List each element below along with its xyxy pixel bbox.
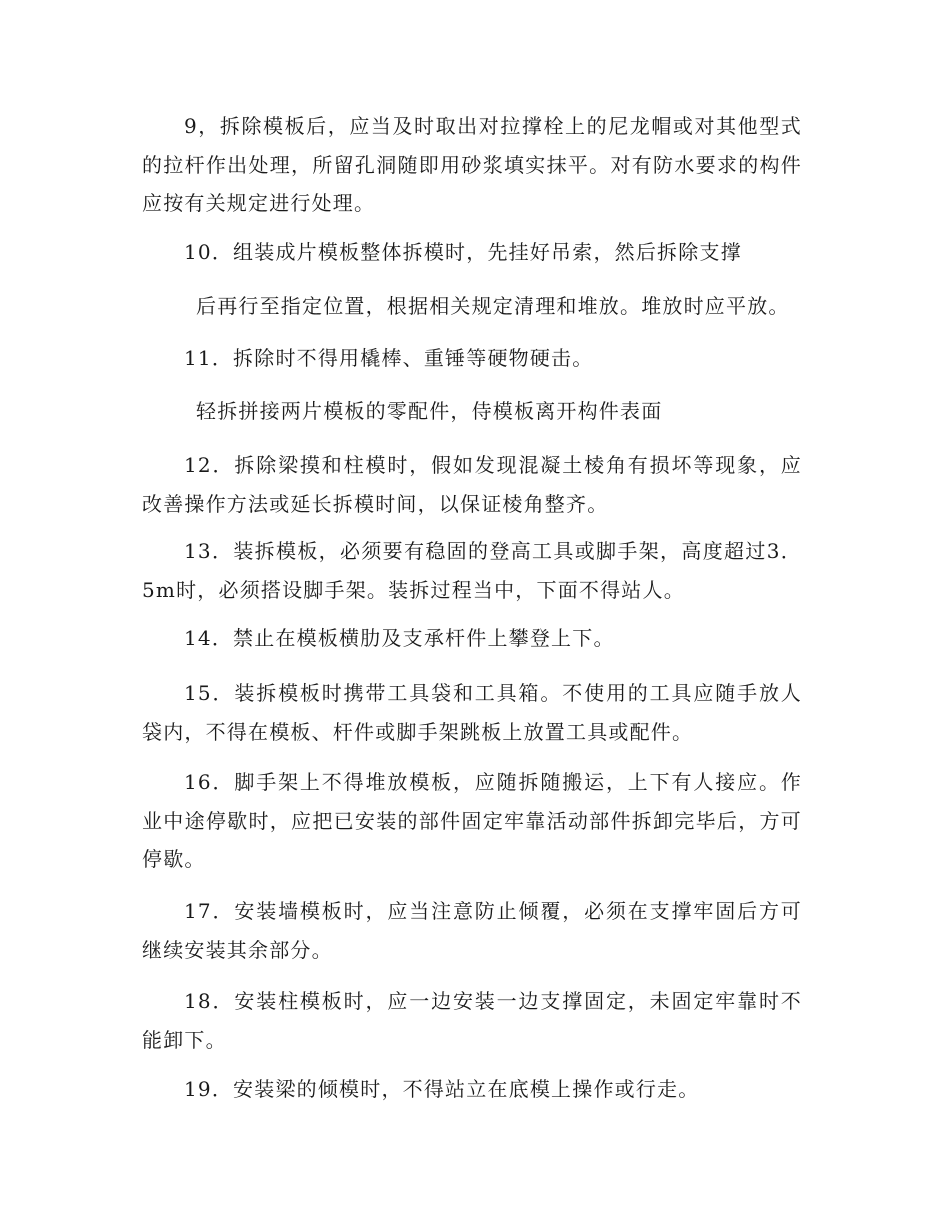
paragraph-17: 17．安装墙模板时，应当注意防止倾覆，必须在支撑牢固后方可继续安装其余部分。 [142, 899, 802, 962]
paragraph-11: 11．拆除时不得用橇棒、重锤等硬物硬击。 [184, 346, 594, 370]
paragraph-9: 9，拆除模板后，应当及时取出对拉撑栓上的尼龙帽或对其他型式的拉杆作出处理，所留孔洞随即用砂浆填实抹平。对有防水要求的构件应按有关规定进行处理。 [142, 114, 802, 215]
paragraph-11-continuation: 轻拆拼接两片模板的零配件，侍模板离开构件表面 [196, 399, 663, 423]
paragraph-10: 10．组装成片模板整体拆模时，先挂好吊索，然后拆除支撑 [184, 240, 742, 264]
paragraph-13: 13．装拆模板，必须要有稳固的登高工具或脚手架，高度超过3．5m时，必须搭设脚手架。装拆过程当中，下面不得站人。 [142, 539, 802, 602]
paragraph-15: 15．装拆模板时携带工具袋和工具箱。不使用的工具应随手放人袋内，不得在模板、杆件或脚手架跳板上放置工具或配件。 [142, 681, 802, 744]
paragraph-10-continuation: 后再行至指定位置，根据相关规定清理和堆放。堆放时应平放。 [196, 294, 790, 318]
paragraph-14: 14．禁止在模板横肋及支承杆件上攀登上下。 [184, 626, 615, 650]
paragraph-12: 12．拆除梁摸和柱模时，假如发现混凝土棱角有损坏等现象，应改善操作方法或延长拆模时间，以保证棱角整齐。 [142, 453, 802, 516]
paragraph-19: 19．安装梁的倾模时，不得站立在底模上操作或行走。 [184, 1077, 700, 1101]
paragraph-16: 16．脚手架上不得堆放模板，应随拆随搬运，上下有人接应。作业中途停歇时，应把已安装的部件固定牢靠活动部件拆卸完毕后，方可停歇。 [142, 770, 802, 871]
paragraph-18: 18．安装柱模板时，应一边安装一边支撑固定，未固定牢靠时不能卸下。 [142, 989, 802, 1052]
